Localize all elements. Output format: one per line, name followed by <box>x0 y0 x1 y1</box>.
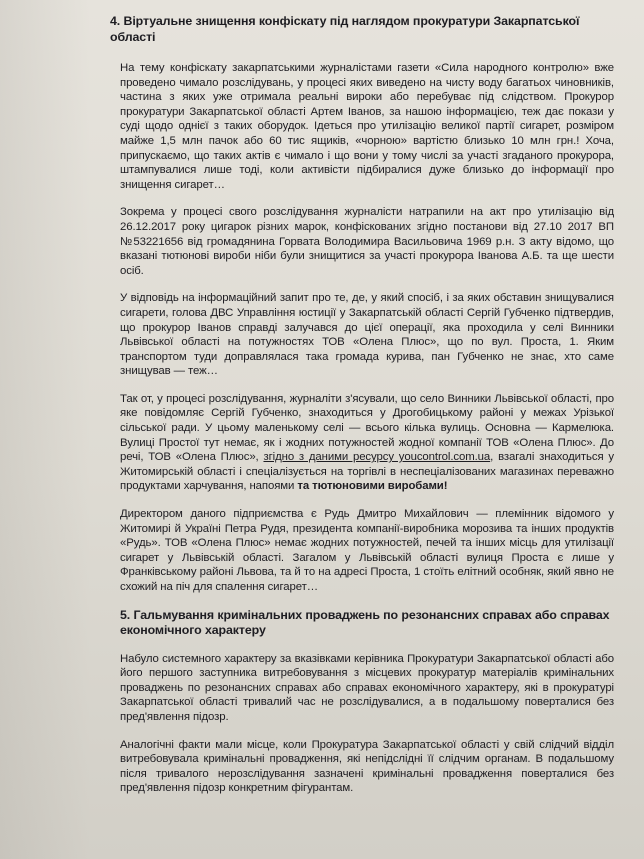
youcontrol-link[interactable]: згідно з даними ресурсу youcontrol.com.ua <box>263 451 491 464</box>
paragraph-5: Директором даного підприємства є Рудь Дмитро Михайлович — племінник відомого у Житомирі й Україні Петра Рудя, президента компанії-виробника морозива та інших продуктів «Рудь». ТОВ «Олена Плюс» немає жодних потужностей, печей та інших місць для утилізації сигарет у Львівській області. Загалом у Львівській області вулиця Проста є лише у Франківському районі Львова, та й то на адресі Проста, 1 стоїть елітний особняк, який явно не схожий на піч для спалення сигарет… <box>120 508 614 593</box>
paragraph-6: Набуло системного характеру за вказівками керівника Прокуратури Закарпатської області або його першого заступника витребовування з місцевих прокуратур матеріалів кримінальних проваджень по резонансних справах або справах економічного характеру, які в прокуратурі Закарпатської області тривалий час не розслідувалися, а в подальшому поверталися без пред'явлення підозр. <box>120 652 614 723</box>
page-shadow <box>0 0 90 859</box>
paragraph-4 <box>120 392 614 494</box>
section-4-heading: 4. Віртуальне знищення конфіскату під наглядом прокуратури Закарпатської області <box>110 14 580 44</box>
paragraph-2: Зокрема у процесі свого розслідування журналісти натрапили на акт про утилізацію від 26.12.2017 року цигарок різних марок, конфіскованих згідно постанови від 27.10 2017 ВП №53221656 від громадянина Горвата Володимира Васильовича 1969 р.н. З акту відомо, що вказані тютюнові вироби ніби були знищитися за участі прокурора Іванова А.Б. та ще шести осіб. <box>120 206 614 277</box>
document-body <box>106 14 614 809</box>
paragraph-4-bold: та тютюновими виробами! <box>297 480 448 493</box>
paragraph-4-text-cont: , взагалі знаходиться у Житомирській області і спеціалізується на торгівлі в неспеціалізованих магазинах переважно продуктами харчування, напоями <box>120 451 614 493</box>
paragraph-3: У відповідь на інформаційний запит про те, де, у який спосіб, і за яких обставин знищувалися сигарети, голова ДВС Управління юстиції у Закарпатській області Сергій Губченко підтвердив, що прокурор Іванов справді залучався до цієї операції, яка проходила у селі Винники Львівської області на потужностях ТОВ «Олена Плюс», що по вул. Проста, 1. Яким транспортом туди доправлялася така громада курива, пан Губченко не знає, хто саме знищував — теж… <box>120 292 614 378</box>
paragraph-1: На тему конфіскату закарпатськими журналістами газети «Сила народного контролю» вже проведено чимало розслідувань, у процесі яких виведено на чисту воду багатьох чиновників, частина з яких уже отримала реальні вироки або перебуває під слідством. Прокурор прокуратури Закарпатської області Артем Іванов, за нашою інформацією, теж дає покази у суді щодо однієї з таких оборудок. Ідеться про утилізацію великої партії сигарет, розміром майже 1,5 млн пачок або 60 тис ящиків, «чорною» вартістю близько 10 млн грн.! Хоча, припускаємо, що таких актів є чимало і що вони у тому числі за участі згаданого прокурора, штампувалися лише тоді, коли активісти підбиралися дуже близько до інформації про знищення сигарет… <box>120 62 614 191</box>
paragraph-4-text: Так от, у процесі розслідування, журналіти з'ясували, що село Винники Львівської області, про яке повідомляє Сергій Губченко, знаходиться у Дрогобицькому районі у межах Урізької сільської ради. У цьому маленькому селі — всього кілька вулиць. Основна — Кармелюка. Вулиці Простої тут немає, як і жодних потужностей жодної компанії ТОВ «Олена Плюс». До речі, ТОВ «Олена Плюс», <box>120 392 614 464</box>
paragraph-7: Аналогічні факти мали місце, коли Прокуратура Закарпатської області у свій слідчий відділ витребовувала кримінальні провадження, які непідслідні її слідчим органам. В подальшому після тривалого нерозслідування зазначені кримінальні провадження поверталися без пред'явлення підозр конкретним фігурантам. <box>120 738 614 795</box>
section-5-heading: 5. Гальмування кримінальних проваджень по резонансних справах або справах економічного характеру <box>120 607 610 638</box>
